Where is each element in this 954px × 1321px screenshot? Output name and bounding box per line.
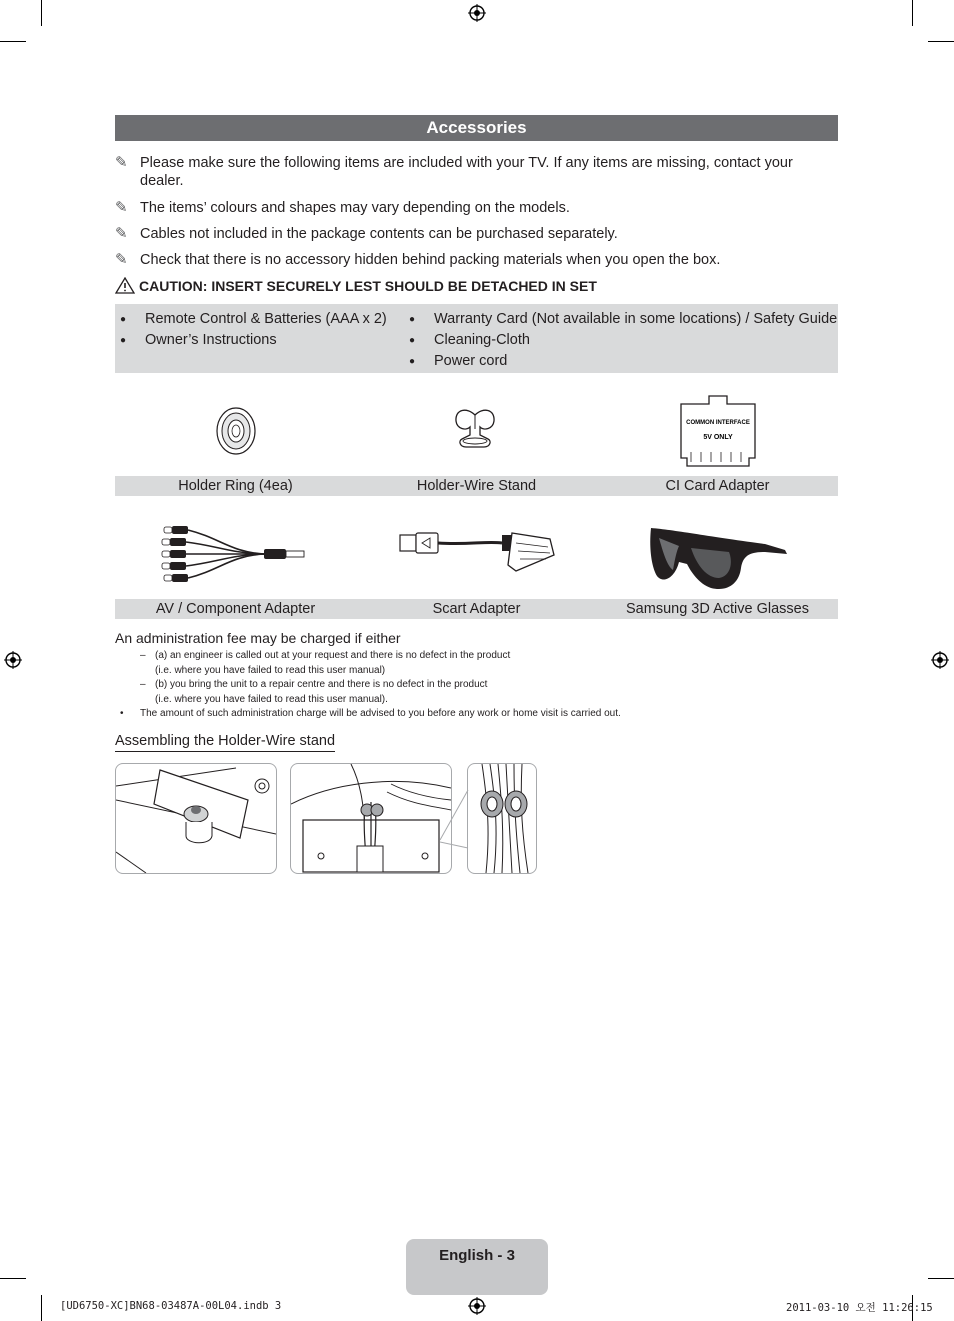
registration-mark-icon bbox=[4, 651, 22, 669]
page-number-tab: English - 3 bbox=[406, 1239, 548, 1295]
assembling-heading: Assembling the Holder-Wire stand bbox=[115, 733, 335, 752]
dash-marker: – bbox=[140, 679, 146, 690]
list-item: ● Owner’s Instructions bbox=[115, 330, 387, 351]
holder-ring-image bbox=[214, 406, 258, 456]
caution-line bbox=[115, 277, 597, 294]
crop-mark bbox=[928, 1278, 954, 1279]
admin-fee-item-line: (b) you bring the unit to a repair centre and there is no defect in the product bbox=[155, 679, 488, 690]
pencil-note-icon: ✎ bbox=[115, 251, 128, 268]
admin-fee-item-line: (a) an engineer is called out at your request and there is no defect in the product bbox=[155, 650, 511, 661]
admin-fee-item bbox=[115, 678, 815, 707]
caption-av-component-adapter: AV / Component Adapter bbox=[155, 601, 316, 617]
av-component-adapter-image bbox=[160, 518, 310, 590]
accessories-caption-row-2 bbox=[115, 599, 838, 619]
section-title: Accessories bbox=[115, 115, 838, 141]
callout-lines bbox=[440, 790, 470, 850]
caption-ci-card-adapter: CI Card Adapter bbox=[665, 478, 770, 494]
note-text: Check that there is no accessory hidden behind packing materials when you open the box. bbox=[140, 252, 721, 268]
caption-holder-wire-stand: Holder-Wire Stand bbox=[416, 478, 537, 494]
registration-mark-icon bbox=[931, 651, 949, 669]
note-text: Cables not included in the package contents can be purchased separately. bbox=[140, 226, 618, 242]
registration-mark-icon bbox=[468, 1297, 486, 1315]
list-item: ● Power cord bbox=[404, 351, 837, 372]
included-items-panel bbox=[115, 304, 838, 373]
caption-holder-ring: Holder Ring (4ea) bbox=[178, 478, 293, 494]
pencil-note-icon: ✎ bbox=[115, 154, 128, 171]
list-item: ● Cleaning-Cloth bbox=[404, 330, 837, 351]
pencil-note-icon: ✎ bbox=[115, 225, 128, 242]
bullet-marker: • bbox=[120, 708, 124, 719]
accessories-caption-row-1 bbox=[115, 476, 838, 496]
admin-fee-intro: An administration fee may be charged if either bbox=[115, 630, 401, 646]
crop-mark bbox=[0, 1278, 26, 1279]
assembly-step-1-image bbox=[115, 763, 277, 874]
caption-scart-adapter: Scart Adapter bbox=[432, 601, 521, 617]
admin-fee-list bbox=[115, 649, 815, 722]
assembly-step-2-image bbox=[290, 763, 452, 874]
crop-mark bbox=[41, 1295, 42, 1321]
admin-fee-bullet bbox=[115, 707, 815, 722]
admin-fee-item-line: (i.e. where you have failed to read this user manual). bbox=[155, 693, 388, 705]
list-item: ● Remote Control & Batteries (AAA x 2) bbox=[115, 309, 387, 330]
caption-3d-glasses: Samsung 3D Active Glasses bbox=[626, 601, 809, 617]
scart-adapter-image bbox=[398, 525, 556, 575]
ci-card-label-1: COMMON INTERFACE bbox=[686, 420, 750, 426]
crop-mark bbox=[928, 41, 954, 42]
note-item bbox=[115, 225, 815, 243]
crop-mark bbox=[0, 41, 26, 42]
print-slug-timestamp: 2011-03-10 오전 11:26:15 bbox=[786, 1302, 933, 1314]
print-slug-file: [UD6750-XC]BN68-03487A-00L04.indb 3 bbox=[60, 1300, 282, 1312]
3d-active-glasses-image bbox=[645, 522, 793, 594]
holder-wire-stand-image bbox=[452, 405, 498, 449]
admin-fee-item bbox=[115, 649, 815, 678]
list-item: ● Warranty Card (Not available in some locations) / Safety Guide bbox=[404, 309, 837, 330]
warning-triangle-icon bbox=[115, 277, 135, 294]
included-items-left bbox=[115, 309, 387, 351]
note-item bbox=[115, 154, 815, 190]
ci-card-label-2: 5V ONLY bbox=[703, 434, 733, 441]
included-items-right bbox=[404, 309, 837, 372]
note-text: Please make sure the following items are included with your TV. If any items are missing, contact your dealer. bbox=[140, 155, 793, 189]
pencil-note-icon: ✎ bbox=[115, 199, 128, 216]
admin-fee-item-line: (i.e. where you have failed to read this user manual) bbox=[155, 664, 386, 676]
note-text: The items’ colours and shapes may vary depending on the models. bbox=[140, 200, 570, 216]
ci-card-adapter-image bbox=[679, 394, 757, 468]
admin-fee-bullet-text: The amount of such administration charge will be advised to you before any work or home visit is carried out. bbox=[140, 708, 621, 719]
note-item bbox=[115, 251, 815, 269]
crop-mark bbox=[41, 0, 42, 26]
note-item bbox=[115, 199, 815, 217]
registration-mark-icon bbox=[468, 4, 486, 22]
crop-mark bbox=[912, 0, 913, 26]
assembly-step-3-image bbox=[467, 763, 537, 874]
dash-marker: – bbox=[140, 650, 146, 661]
caution-text: CAUTION: INSERT SECURELY LEST SHOULD BE DETACHED IN SET bbox=[139, 278, 597, 294]
